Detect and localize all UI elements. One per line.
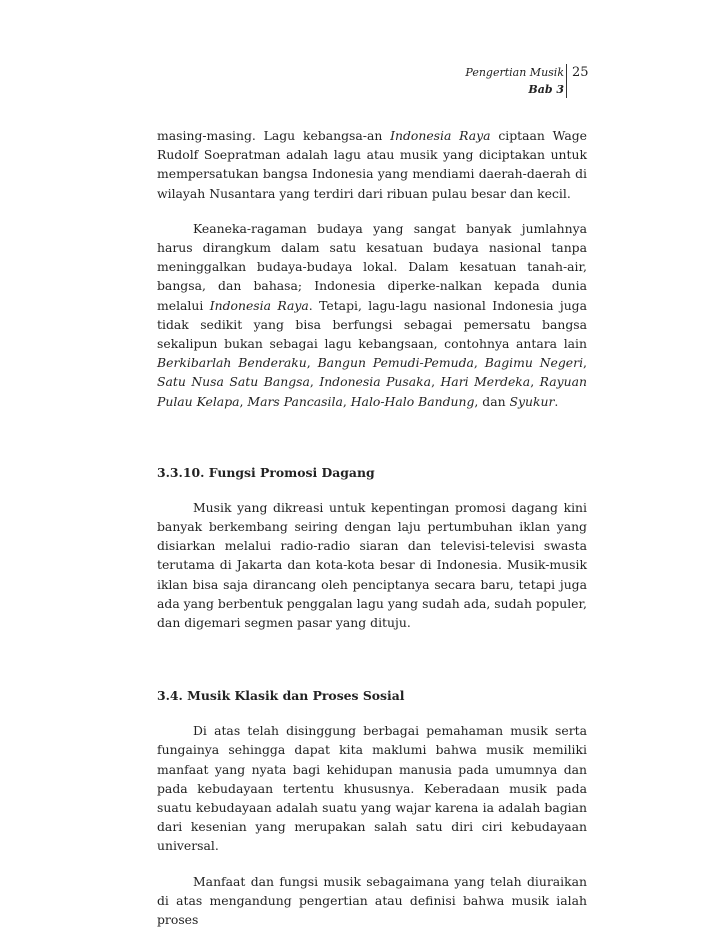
paragraph: masing-masing. Lagu kebangsa-an Indonesia Raya ciptaan Wage Rudolf Soepratman adalah lagu atau musik yang diciptakan untuk mempersatukan bangsa Indonesia yang mendiami daerah-daerah di wilayah Nusantara yang terdiri dari ribuan pulau besar dan kecil. — [157, 128, 587, 201]
section-heading: 3.3.10. Fungsi Promosi Dagang — [157, 464, 375, 480]
spacer — [157, 648, 587, 686]
header-divider — [566, 64, 567, 98]
paragraph: Di atas telah disinggung berbagai pemahaman musik serta fungainya sehingga dapat kita maklumi bahwa musik memiliki manfaat yang nyata bagi kehidupan manusia pada umumnya dan pada kebudayaan tertentu khususnya. Keberadaan musik pada suatu kebudayaan adalah suatu yang wajar karena ia adalah bagian dari kesenian yang merupakan salah satu diri ciri kebudayaan universal. — [157, 723, 587, 854]
header-chapter: Bab 3 — [528, 83, 564, 96]
running-header — [465, 64, 564, 98]
paragraph: Manfaat dan fungsi musik sebagaimana yang telah diuraikan di atas mengandung pengertian atau definisi bahwa musik ialah proses — [157, 873, 587, 928]
header-title: Pengertian Musik — [465, 66, 564, 79]
section-heading: 3.4. Musik Klasik dan Proses Sosial — [157, 688, 405, 704]
body-text — [157, 126, 587, 945]
paragraph: Musik yang dikreasi untuk kepentingan promosi dagang kini banyak berkembang seiring dengan laju pertumbuhan iklan yang disiarkan melalui radio-radio siaran dan televisi-televisi swasta terutama di Jakarta dan kota-kota besar di Indonesia. Musik-musik iklan bisa saja dirancang oleh penciptanya secara baru, tetapi juga ada yang berbentuk penggalan lagu yang sudah ada, sudah populer, dan digemari segmen pasar yang dituju. — [157, 499, 587, 631]
page-number: 25 — [572, 65, 589, 80]
spacer — [157, 427, 587, 463]
paragraph: Keaneka-ragaman budaya yang sangat banyak jumlahnya harus dirangkum dalam satu kesatuan budaya nasional tanpa meninggalkan budaya-budaya lokal. Dalam kesatuan tanah-air, bangsa, dan bahasa; Indonesia diperke-nalkan kepada dunia melalui Indonesia Raya. Tetapi, lagu-lagu nasional Indonesia juga tidak sedikit yang bisa berfungsi sebagai pemersatu bangsa sekalipun bukan sebagai lagu kebangsaan, contohnya antara lain Berkibarlah Benderaku, Bangun Pemudi-Pemuda, Bagimu Negeri, Satu Nusa Satu Bangsa, Indonesia Pusaka, Hari Merdeka, Rayuan Pulau Kelapa, Mars Pancasila, Halo-Halo Bandung, dan Syukur. — [157, 220, 587, 409]
